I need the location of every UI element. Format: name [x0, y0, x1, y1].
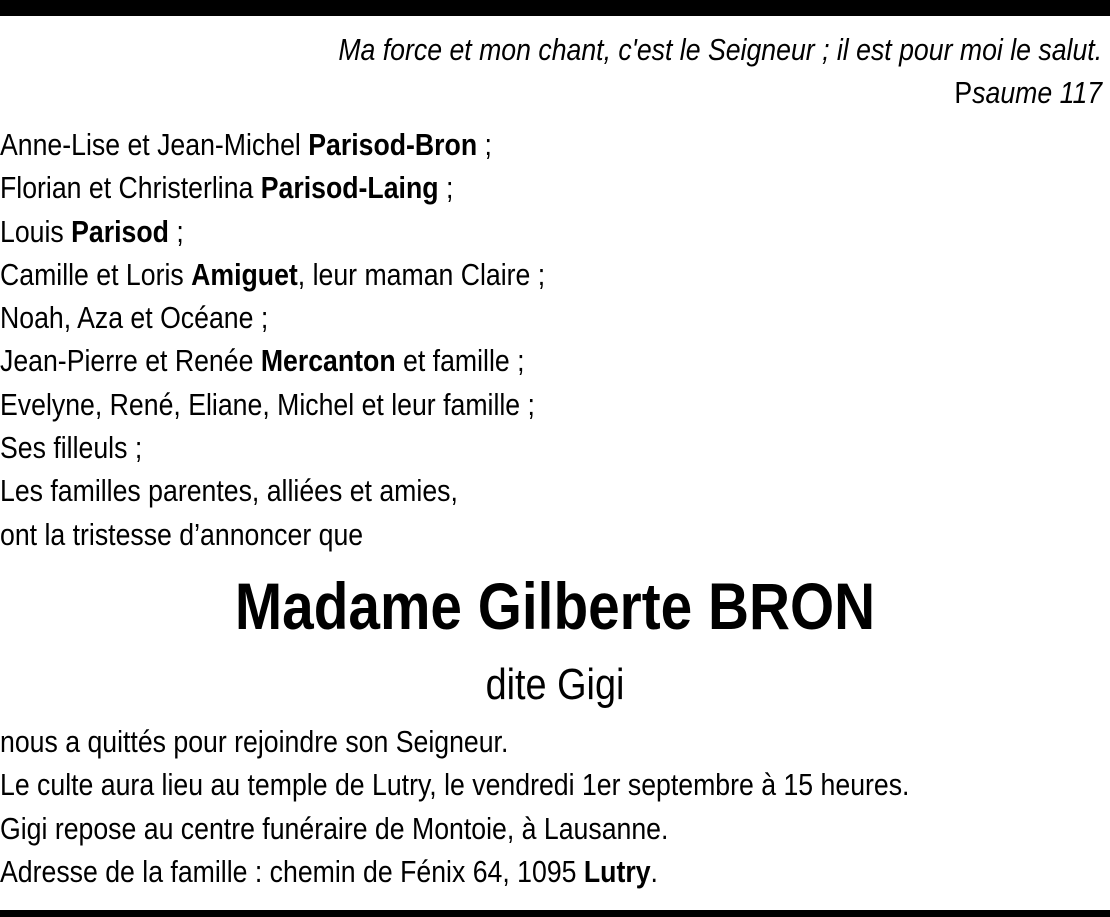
bottom-rule [0, 910, 1110, 917]
epigraph-reference-initial: P [954, 75, 973, 110]
closing-line-text: Le culte aura lieu au temple de Lutry, le vendredi 1er septembre à 15 heures. [0, 767, 910, 803]
family-line [0, 123, 545, 166]
family-line [0, 469, 545, 512]
closing-line [0, 807, 909, 850]
family-line [0, 513, 545, 556]
family-line [0, 210, 545, 253]
family-surname: Parisod [71, 213, 169, 249]
top-rule [0, 0, 1110, 16]
family-surname: Parisod-Bron [308, 127, 478, 162]
family-line-text: Louis [0, 213, 72, 249]
closing-address-locality: Lutry [583, 853, 651, 889]
closing-line-text: Gigi repose au centre funéraire de Montoie, à Lausanne. [0, 810, 669, 846]
family-line-suffix: ; [168, 213, 184, 249]
family-line [0, 339, 545, 382]
family-line [0, 253, 545, 296]
deceased-nickname: dite Gigi [485, 660, 625, 709]
family-line [0, 166, 545, 209]
family-line-suffix: et famille ; [395, 343, 525, 379]
family-line [0, 383, 545, 426]
family-surname: Parisod-Laing [260, 170, 439, 206]
family-line-text: Noah, Aza et Océane ; [0, 300, 269, 336]
closing-line-text: Adresse de la famille : chemin de Fénix 64, 1095 [0, 853, 584, 889]
family-line-text: Jean-Pierre et Renée [0, 343, 261, 379]
family-surname: Mercanton [260, 343, 396, 379]
closing-line [0, 720, 909, 763]
family-line-text: Anne-Lise et Jean-Michel [0, 127, 309, 162]
closing-line [0, 850, 909, 893]
epigraph [338, 28, 1102, 114]
family-line-text: Ses filleuls ; [0, 430, 143, 466]
family-line-text: Evelyne, René, Eliane, Michel et leur famille ; [0, 386, 535, 422]
closing-line [0, 763, 909, 806]
deceased-name: Madame Gilberte BRON [234, 569, 876, 643]
family-line-suffix: ; [438, 170, 454, 206]
family-line-text: ont la tristesse d’annoncer que [0, 516, 364, 552]
family-line-suffix: ; [477, 127, 492, 162]
family-line-text: Les familles parentes, alliées et amies, [0, 473, 458, 509]
epigraph-reference-rest: saume 117 [972, 75, 1102, 110]
epigraph-quote: Ma force et mon chant, c'est le Seigneur ; il est pour moi le salut. [338, 32, 1102, 67]
epigraph-reference [338, 71, 1102, 114]
family-line-text: Florian et Christerlina [0, 170, 261, 206]
family-list [0, 123, 545, 556]
closing-line-suffix: . [650, 853, 658, 889]
family-line [0, 296, 545, 339]
family-line [0, 426, 545, 469]
closing-line-text: nous a quittés pour rejoindre son Seigneur. [0, 724, 509, 759]
closing-text [0, 720, 909, 893]
family-line-text: Camille et Loris [0, 256, 192, 292]
family-surname: Amiguet [191, 256, 298, 292]
family-line-suffix: , leur maman Claire ; [297, 256, 546, 292]
